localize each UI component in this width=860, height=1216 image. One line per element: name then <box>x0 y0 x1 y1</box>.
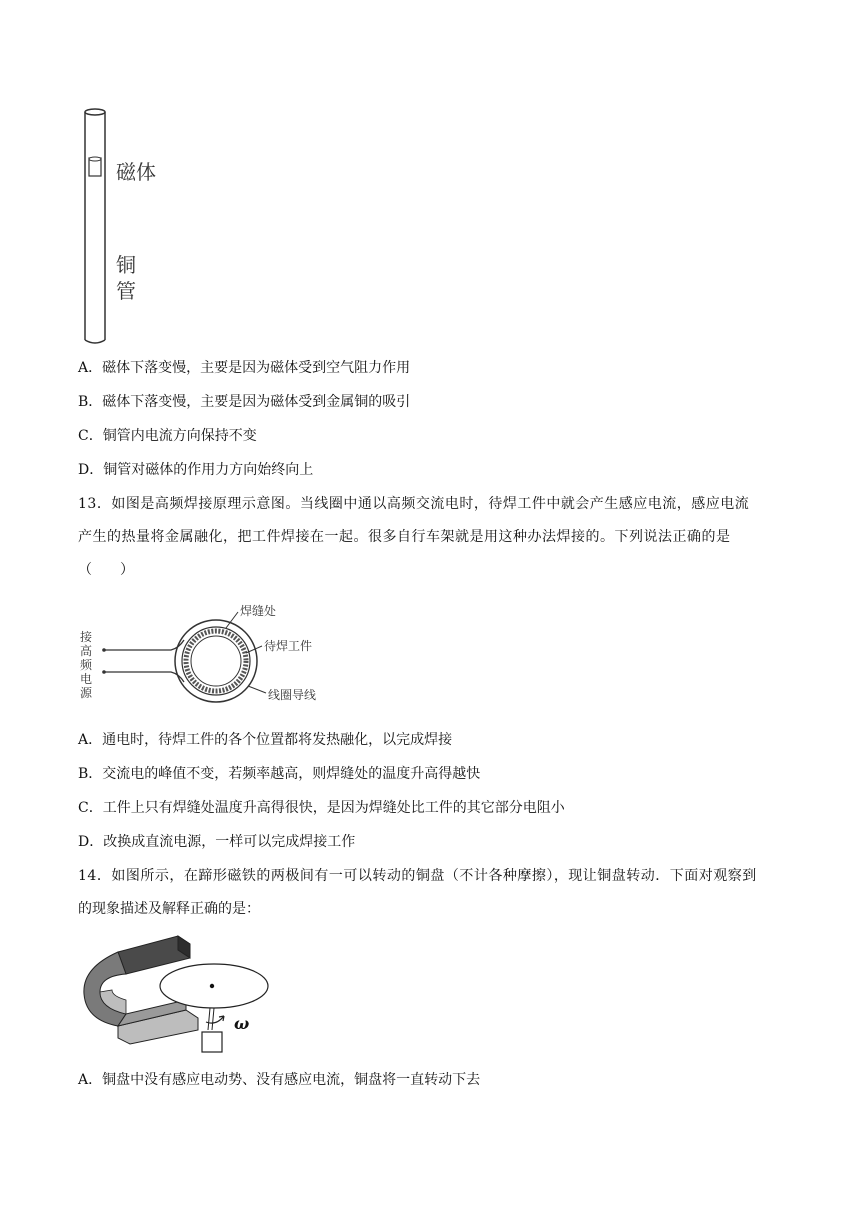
q13-stem-line3: （ ） <box>78 562 134 578</box>
q14-stem-line1: 14．如图所示，在蹄形磁铁的两极间有一可以转动的铜盘（不计各种摩擦），现让铜盘转动．下面对观察到 <box>78 868 757 884</box>
horseshoe-disc-drawing <box>78 930 278 1056</box>
q13-option-b: B．交流电的峰值不变，若频率越高，则焊缝处的温度升高得越快 <box>78 766 481 782</box>
q14-stem-line2: 的现象描述及解释正确的是： <box>78 901 260 917</box>
label-workpiece: 待焊工件 <box>264 639 313 653</box>
q13-option-a: A．通电时，待焊工件的各个位置都将发热融化，以完成焊接 <box>78 732 453 748</box>
figure-horseshoe-copper-disc <box>78 930 278 1056</box>
magnet-label: 磁体 <box>116 160 156 184</box>
figure-hf-welding <box>76 598 336 708</box>
pipe-label-2: 管 <box>116 279 136 303</box>
q13-stem-line1: 13．如图是高频焊接原理示意图。当线圈中通以高频交流电时，待焊工件中就会产生感应电流，感应电流 <box>78 496 750 512</box>
q13-option-d: D．改换成直流电源，一样可以完成焊接工作 <box>78 834 356 850</box>
q13-stem-line2: 产生的热量将金属融化，把工件焊接在一起。很多自行车架就是用这种办法焊接的。下列说法正确的是 <box>78 529 731 545</box>
figure-copper-pipe <box>70 100 190 350</box>
q12-option-a: A．磁体下落变慢，主要是因为磁体受到空气阻力作用 <box>78 360 411 376</box>
label-coil-wire: 线圈导线 <box>268 688 317 702</box>
q12-option-c: C．铜管内电流方向保持不变 <box>78 428 257 444</box>
q13-option-c: C．工件上只有焊缝处温度升高得很快，是因为焊缝处比工件的其它部分电阻小 <box>78 800 565 816</box>
omega-label: ω <box>234 1014 250 1033</box>
disc-axle-dot <box>210 984 214 988</box>
label-weld-seam: 焊缝处 <box>240 604 277 618</box>
pipe-top-ellipse <box>85 109 105 115</box>
pipe-label-1: 铜 <box>116 253 136 277</box>
label-hf-source: 接高频电源 <box>80 630 93 700</box>
q12-option-d: D．铜管对磁体的作用力方向始终向上 <box>78 462 314 478</box>
base-box <box>202 1032 222 1052</box>
q14-option-a: A．铜盘中没有感应电动势、没有感应电流，铜盘将一直转动下去 <box>78 1072 481 1088</box>
copper-pipe-drawing <box>70 100 190 350</box>
q12-option-b: B．磁体下落变慢，主要是因为磁体受到金属铜的吸引 <box>78 394 411 410</box>
